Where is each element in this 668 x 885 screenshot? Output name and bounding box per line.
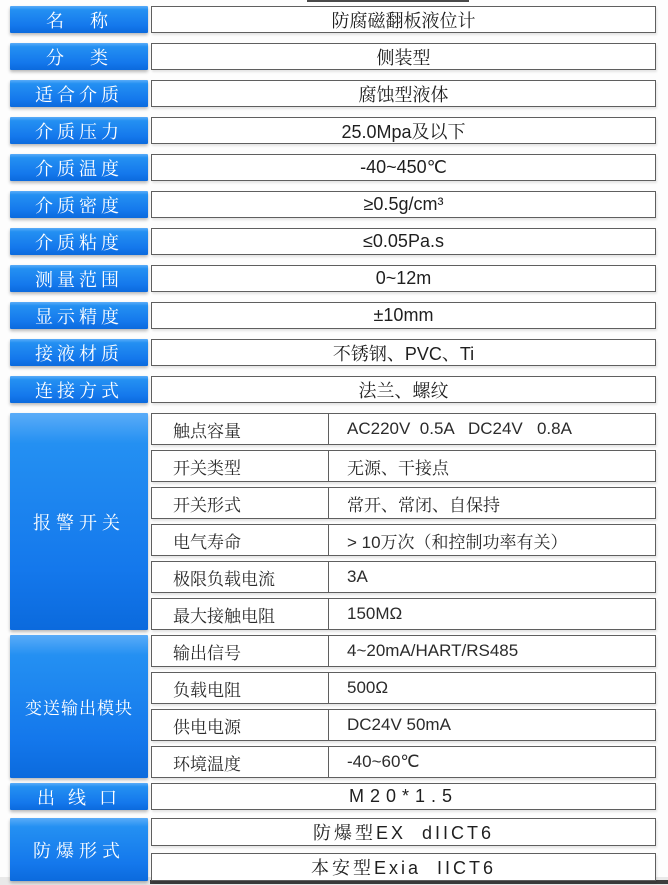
row-value: -40~450℃: [151, 154, 656, 181]
spec-row-category: [10, 43, 656, 70]
row-value: 不锈钢、PVC、Ti: [151, 339, 656, 366]
row-value: 0~12m: [151, 265, 656, 292]
row-label: 分 类: [10, 43, 148, 70]
row-value: ±10mm: [151, 302, 656, 329]
spec-row-name: [10, 6, 656, 33]
row-value: 防腐磁翻板液位计: [151, 6, 656, 33]
sub-row-label: 开关类型: [152, 451, 329, 481]
transmitter-module-rows: [151, 635, 656, 778]
spec-row-measuring-range: [10, 265, 656, 292]
row-value: ≥0.5g/cm³: [151, 191, 656, 218]
alarm-switch-rows: [151, 413, 656, 630]
row-label: 介质温度: [10, 154, 148, 181]
sub-row-value: AC220V 0.5A DC24V 0.8A: [347, 419, 572, 438]
sub-row-label: 极限负载电流: [152, 562, 329, 592]
sub-row-label: 环境温度: [152, 747, 329, 777]
row-label: 出 线 口: [10, 783, 148, 810]
row-value: ≤0.05Pa.s: [151, 228, 656, 255]
sub-row-value: 无源、干接点: [347, 458, 449, 478]
row-label: 名 称: [10, 6, 148, 33]
row-value: 25.0Mpa及以下: [151, 117, 656, 144]
spec-row-medium-density: [10, 191, 656, 218]
spec-row-medium-pressure: [10, 117, 656, 144]
explosion-proof-type-exia: 本安型Exia IICT6: [151, 853, 656, 881]
sub-row-label: 开关形式: [152, 488, 329, 518]
spec-table: [10, 6, 656, 885]
row-value: M20*1.5: [151, 783, 656, 810]
sub-row-value: 500Ω: [347, 678, 389, 697]
sub-row-electrical-life: [151, 524, 656, 556]
spec-row-suitable-medium: [10, 80, 656, 107]
sub-row-contact-capacity: [151, 413, 656, 445]
section-label: 报警开关: [10, 413, 148, 630]
sub-row-value: 150MΩ: [347, 604, 403, 623]
sub-row-label: 输出信号: [152, 636, 329, 666]
sub-row-label: 最大接触电阻: [152, 599, 329, 629]
row-value: 腐蚀型液体: [151, 80, 656, 107]
sub-row-value: 4~20mA/HART/RS485: [347, 641, 519, 660]
spec-row-medium-viscosity: [10, 228, 656, 255]
explosion-proof-rows: [151, 818, 656, 881]
sub-row-value: > 10万次（和控制功率有关）: [347, 532, 568, 552]
row-label: 连接方式: [10, 376, 148, 403]
spec-row-connection-type: [10, 376, 656, 403]
sub-row-output-signal: [151, 635, 656, 667]
spec-row-cable-outlet: [10, 783, 656, 810]
transmitter-module-section: [10, 635, 656, 778]
sub-row-max-contact-resistance: [151, 598, 656, 630]
sub-row-load-resistance: [151, 672, 656, 704]
row-value: 法兰、螺纹: [151, 376, 656, 403]
sub-row-limit-load-current: [151, 561, 656, 593]
row-label: 介质粘度: [10, 228, 148, 255]
sub-row-label: 供电电源: [152, 710, 329, 740]
explosion-proof-section: [10, 818, 656, 881]
explosion-proof-type-ex: 防爆型EX dIICT6: [151, 818, 656, 846]
sub-row-label: 触点容量: [152, 414, 329, 444]
sub-row-switch-type: [151, 450, 656, 482]
section-label: 防爆形式: [10, 818, 148, 881]
spec-row-medium-temperature: [10, 154, 656, 181]
alarm-switch-section: [10, 413, 656, 630]
sub-row-label: 负载电阻: [152, 673, 329, 703]
row-label: 介质密度: [10, 191, 148, 218]
spec-row-wetted-material: [10, 339, 656, 366]
sub-row-value: 3A: [347, 567, 368, 586]
row-label: 测量范围: [10, 265, 148, 292]
row-label: 介质压力: [10, 117, 148, 144]
sub-row-value: DC24V 50mA: [347, 715, 451, 734]
sub-row-value: 常开、常闭、自保持: [347, 495, 500, 515]
sub-row-value: -40~60℃: [347, 752, 420, 771]
section-label: 变送输出模块: [10, 635, 148, 778]
sub-row-power-supply: [151, 709, 656, 741]
row-label: 显示精度: [10, 302, 148, 329]
sub-row-switch-form: [151, 487, 656, 519]
sub-row-ambient-temperature: [151, 746, 656, 778]
spec-row-display-accuracy: [10, 302, 656, 329]
top-cut-remnant: [307, 0, 469, 2]
row-label: 接液材质: [10, 339, 148, 366]
sub-row-label: 电气寿命: [152, 525, 329, 555]
row-value: 侧装型: [151, 43, 656, 70]
row-label: 适合介质: [10, 80, 148, 107]
